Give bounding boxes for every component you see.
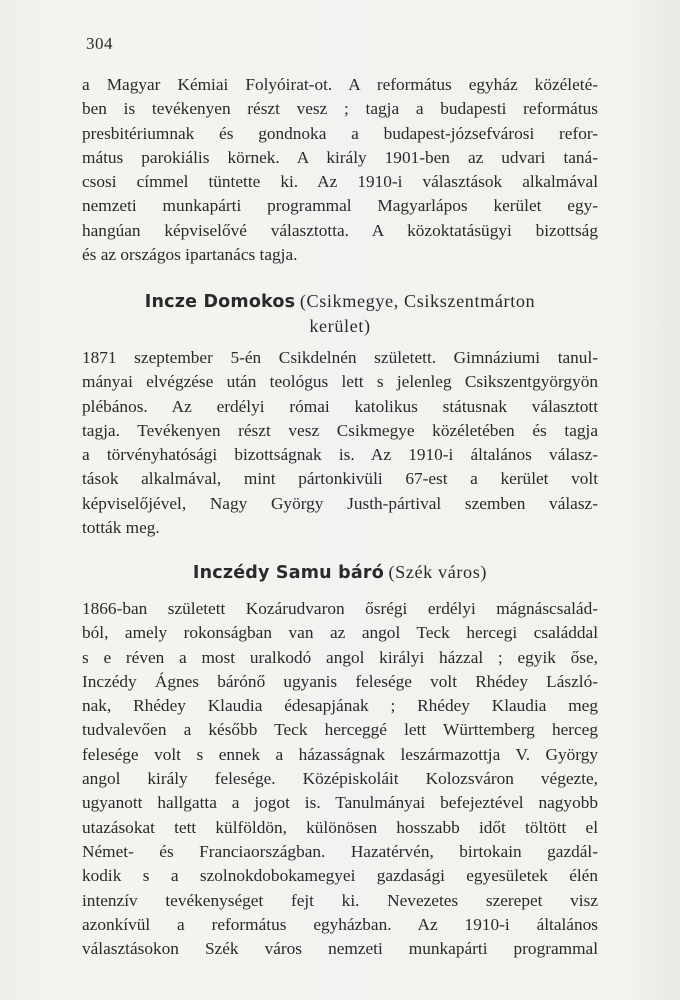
text-line: választásokon Szék város nemzeti munkapárti programmal (82, 939, 598, 959)
section-heading-inczedy-samu (82, 560, 598, 585)
district-continuation: kerület) (309, 316, 371, 336)
text-line: ben is tevékenyen részt vesz ; tagja a budapesti református (82, 99, 598, 119)
person-name: Incze Domokos (144, 292, 296, 312)
text-line: a Magyar Kémiai Folyóirat-ot. A református egyház közéleté- (82, 75, 598, 94)
text-line: ból, amely rokonságban van az angol Teck hercegi családdal (82, 623, 598, 643)
section-body-inczedy-samu (82, 597, 598, 961)
district: (Szék város) (388, 562, 488, 582)
text-line: tudvalevően a később Teck herceggé lett Württemberg herceg (82, 720, 598, 740)
text-line: és az országos ipartanács tagja. (82, 245, 298, 265)
text-line: Német- és Franciaországban. Hazatérvén, birtokain gazdál- (82, 841, 598, 861)
text-line: hangúan képviselővé választotta. A közoktatásügyi bizottság (82, 220, 598, 240)
text-line: csosi címmel tüntette ki. Az 1910-i választások alkalmával (82, 172, 598, 192)
text-line: mányai elvégzése után teológus lett s jelenleg Csikszentgyörgyön (82, 372, 598, 392)
section-body-incze-domokos (82, 346, 598, 540)
section-heading-incze-domokos (82, 289, 598, 338)
text-line: 1866-ban született Kozárudvaron ősrégi erdélyi mágnáscsalád- (82, 599, 598, 618)
text-line: ugyanott hallgatta a jogot is. Tanulmányai befejeztével nagyobb (82, 793, 598, 813)
text-line: s e réven a most uralkodó angol királyi házzal ; egyik őse, (82, 647, 598, 667)
text-line: 1871 szeptember 5-én Csikdelnén született. Gimnáziumi tanul- (82, 348, 598, 367)
text-line: intenzív tevékenységet fejt ki. Nevezetes szerepet visz (82, 890, 598, 910)
district: (Csikmegye, Csikszentmárton (299, 291, 536, 311)
text-line: tások alkalmával, mint pártonkivüli 67-est a kerület volt (82, 469, 598, 489)
intro-paragraph (82, 73, 598, 267)
text-line: kodik s a szolnokdobokamegyei gazdasági egyesületek élén (82, 866, 598, 886)
text-line: képviselőjével, Nagy György Justh-pártival szemben válasz- (82, 493, 598, 513)
text-line: felesége volt s ennek a házasságnak leszármazottja V. György (82, 744, 598, 764)
margin-speck: ˈ (660, 322, 664, 336)
text-line: tották meg. (82, 518, 160, 538)
text-line: nemzeti munkapárti programmal Magyarlápos kerület egy- (82, 196, 598, 216)
text-line: angol király felesége. Középiskoláit Kolozsváron végezte, (82, 769, 598, 789)
text-line: tagja. Tevékenyen részt vesz Csikmegye közéletében és tagja (82, 420, 598, 440)
text-line: plébános. Az erdélyi római katolikus státusnak választott (82, 396, 598, 416)
text-line: Inczédy Ágnes bárónő ugyanis felesége volt Rhédey László- (82, 671, 598, 691)
text-line: presbitériumnak és gondnoka a budapest-józsefvárosi refor- (82, 123, 598, 143)
text-line: azonkívül a református egyházban. Az 1910-i általános (82, 914, 598, 934)
person-name: Inczédy Samu báró (192, 563, 384, 583)
text-line: utazásokat tett külföldön, különösen hosszabb időt töltött el (82, 817, 598, 837)
text-line: mátus parokiális körnek. A király 1901-ben az udvari taná- (82, 147, 598, 167)
text-line: a törvényhatósági bizottságnak is. Az 1910-i általános válasz- (82, 445, 598, 465)
text-line: nak, Rhédey Klaudia édesapjának ; Rhédey Klaudia meg (82, 696, 598, 716)
page-number: 304 (86, 34, 113, 53)
